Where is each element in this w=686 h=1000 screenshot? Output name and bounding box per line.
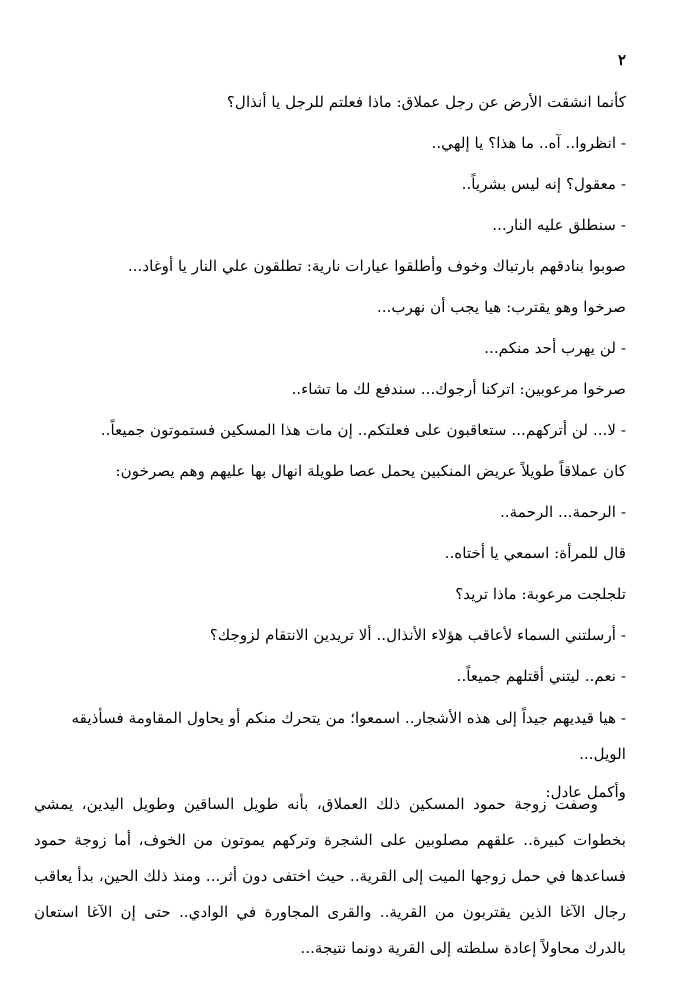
narrative-paragraph: وصفت زوجة حمود المسكين ذلك العملاق، بأنه طويل الساقين وطويل اليدين، يمشي بخطوات كبيرة.. علقهم مصلوبين على الشجرة وتركهم يموتون من الخوف، أما زوجة حمود فساعدها في حمل زوجها الميت إلى القرية.. حيث اختفى دون أثر... ومنذ ذلك الحين، بدأ يعاقب رجال الآغا الذين يقتربون من القرية.. والقرى المجاورة في الوادي.. حتى إن الآغا استعان بالدرك محاولاً إعادة سلطته إلى القرية دونما نتيجة... <box>34 795 626 957</box>
text-line: - نعم.. ليتني أقتلهم جميعاً.. <box>456 667 626 685</box>
text-line: - هيا قيديهم جيداً إلى هذه الأشجار.. اسمعوا؛ من يتحرك منكم أو يحاول المقاومة فسأذيقه الويل... <box>71 709 626 763</box>
text-line: كأنما انشقت الأرض عن رجل عملاق: ماذا فعلتم للرجل يا أنذال؟ <box>226 93 626 111</box>
text-line: - معقول؟ إنه ليس بشرياً.. <box>461 175 626 193</box>
text-line: تلجلجت مرعوبة: ماذا تريد؟ <box>455 585 626 603</box>
text-line: صرخوا مرعوبين: اتركنا أرجوك... سندفع لك ما تشاء.. <box>291 380 626 398</box>
text-line: صرخوا وهو يقترب: هيا يجب أن نهرب... <box>376 298 626 316</box>
text-line: - أرسلتني السماء لأعاقب هؤلاء الأنذال.. ألا تريدين الانتقام لزوجك؟ <box>209 626 626 644</box>
text-line: - انظروا.. آه.. ما هذا؟ يا إلهي.. <box>431 134 626 152</box>
text-line: - الرحمة... الرحمة.. <box>499 503 626 521</box>
text-line: صوبوا بنادقهم بارتباك وخوف وأطلقوا عيارات نارية: تطلقون علي النار يا أوغاد... <box>127 257 626 275</box>
text-line: كان عملاقاً طويلاً عريض المنكبين يحمل عصا طويلة انهال بها عليهم وهم يصرخون: <box>115 462 626 480</box>
text-line: - لن يهرب أحد منكم... <box>484 339 626 357</box>
dialogue-lines <box>34 82 626 813</box>
text-line: قال للمرأة: اسمعي يا أختاه.. <box>444 544 626 562</box>
text-line: وأكمل عادل: <box>545 783 626 801</box>
text-line: - سنطلق عليه النار... <box>492 216 626 234</box>
page-number: ٢ <box>617 51 626 69</box>
text-line: - لا... لن أتركهم... ستعاقبون على فعلتكم.. إن مات هذا المسكين فستموتون جميعاً.. <box>100 421 626 439</box>
